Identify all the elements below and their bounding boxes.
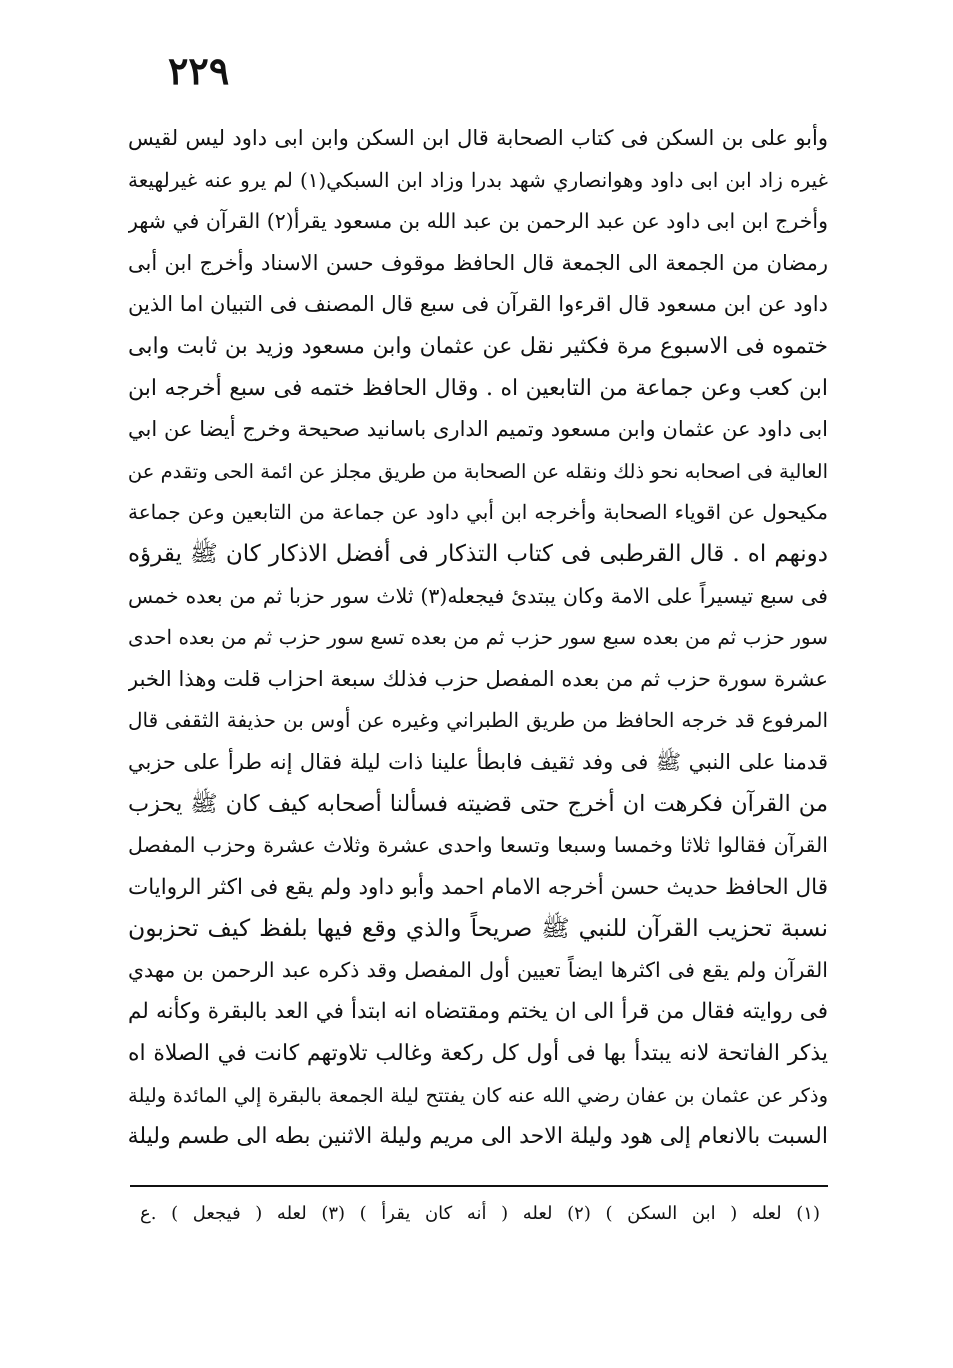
footnotes: (١) لعله ( ابن السكن ) (٢) لعله ( أنه كان يقرأ ) (٣) لعله ( فيجعل ) .ع (140, 1203, 820, 1224)
text-line: المرفوع قد خرجه الحافظ من طريق الطبراني وغيره عن أوس بن حذيفة الثقفى قال (128, 708, 828, 733)
text-line: وأخرج ابن ابى داود عن عبد الرحمن بن عبد الله بن مسعود يقرأ(٢) القرآن في شهر (128, 209, 828, 234)
text-line: العالية فى اصحابه نحو ذلك ونقله عن الصحابة من طريق مجلز عن ائمة الحى وتقدم عن (128, 459, 828, 483)
text-line: القرآن ولم يقع فى اكثرها ايضاً تعيين أول المفصل وقد ذكره عبد الرحمن بن مهدي (128, 957, 828, 982)
text-line: نسبة تحزيب القرآن للنبي ﷺ صريحاً والذي وقع فيها بلفظ كيف تحزبون (128, 914, 828, 943)
text-line: رمضان من الجمعة الى الجمعة قال الحافظ موقوف حسن الاسناد وأخرج ابن أبى (128, 250, 828, 275)
text-line: القرآن فقالوا ثلاثا وخمسا وسبعا وتسعا واحدى عشرة وثلاث عشرة وحزب المفصل (128, 833, 828, 858)
text-line: من القرآن فكرهت ان أخرج حتى قضيته فسألنا أصحابه كيف كان ﷺ يحزب (128, 790, 828, 817)
text-line: فى سبع تيسيراً على الامة وكان يبتدئ فيجعله(٣) ثلاث سور حزبا ثم من بعده خمس (128, 583, 828, 608)
body-text (128, 118, 828, 1158)
text-line: دونهم اه . قال القرطبى فى كتاب التذكار فى أفضل الاذكار كان ﷺ يقرؤه (128, 540, 828, 567)
text-line: داود عن ابن مسعود قال اقرءوا القرآن فى سبع قال المصنف فى التبيان اما الذين (128, 292, 828, 317)
text-line: سور حزب ثم من بعده سبع سور حزب ثم من بعده تسع سور حزب ثم من بعده احدى (128, 625, 828, 650)
text-line: قال الحافظ حديث حسن أخرجه الامام احمد وأبو داود ولم يقع فى اكثر الروايات (128, 874, 828, 900)
text-line: ابى داود عن عثمان وابن مسعود وتميم الدارى باسانيد صحيحة وخرج أيضا عن ابي (128, 417, 828, 442)
text-line: عشرة سورة حزب ثم من بعده المفصل حزب فذلك سبعة احزاب قلت وهذا الخبر (128, 666, 828, 691)
text-line: وأبو على بن السكن فى كتاب الصحابة قال ابن السكن وابن ابى داود ليس لقيس (128, 126, 828, 150)
text-line: قدمنا على النبي ﷺ فى وفد ثقيف فابطأ علينا ذات ليلة فقال إنه طرأ على حزبي (128, 749, 828, 774)
page-number: ٢٢٩ (168, 48, 230, 93)
footnote-divider (130, 1185, 828, 1187)
text-line: يذكر الفاتحة لانه يبتدأ بها فى أول كل ركعة وغالب تلاوتهم كانت في الصلاة اه (128, 1041, 828, 1067)
text-line: ختموه فى الاسبوع مرة فكثير نقل عن عثمان وابن مسعود وزيد بن ثابت وابى (128, 333, 828, 359)
text-line: مكيحول عن اقوياء الصحابة وأخرجه ابن أبي داود عن جماعة من التابعين وعن جماعة (128, 500, 828, 525)
text-line: فى روايته فقال من قرأ الى ان يختم ومقتضاه انه ابتدأ في العد بالبقرة وكأنه لم (128, 999, 828, 1025)
text-line: غيره زاد ابن ابى داود وهوانصاري شهد بدرا وزاد ابن السبكي(١) لم يرو عنه غيرلهيعة (128, 167, 828, 192)
text-line: وذكر عن عثمان بن عفان رضي الله عنه كان يفتتح ليلة الجمعة بالبقرة إلي المائدة وليلة (128, 1083, 828, 1107)
text-line: السبت بالانعام إلى هود وليلة الاحد الى مريم وليلة الاثنين بطه الى طسم وليلة (128, 1124, 828, 1150)
text-line: ابن كعب وعن جماعة من التابعين اه . وقال الحافظ ختمه فى سبع أخرجه ابن (128, 375, 828, 401)
